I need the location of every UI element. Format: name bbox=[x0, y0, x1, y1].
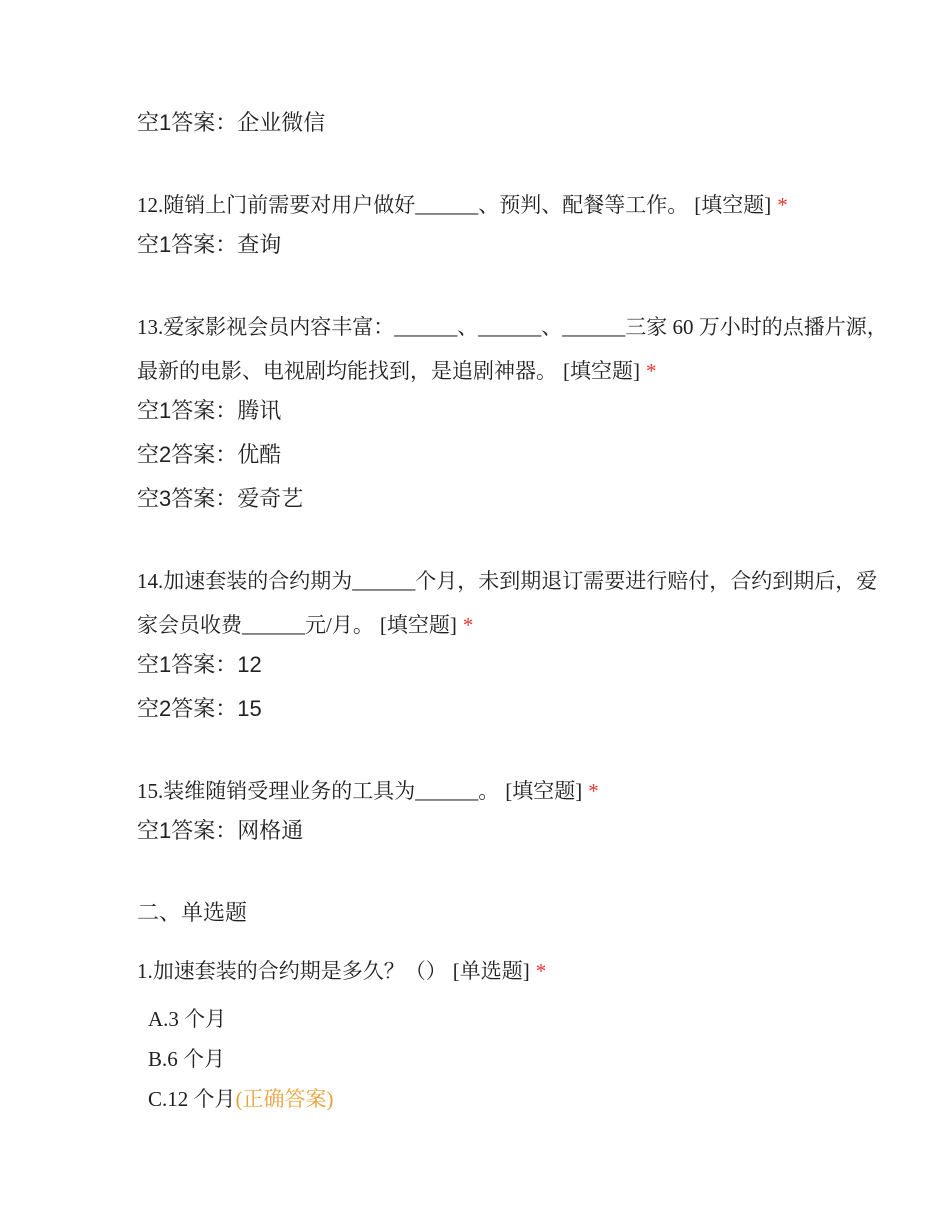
required-asterisk: * bbox=[646, 359, 657, 383]
question-type-tag: [填空题] bbox=[505, 779, 583, 803]
answer-line: 空1答案：网格通 bbox=[137, 818, 304, 843]
answer-line: 空1答案：12 bbox=[137, 652, 262, 677]
question-text: 12.随销上门前需要对用户做好______、预判、配餐等工作。 [填空题] * bbox=[137, 193, 788, 217]
question-type-tag: [填空题] bbox=[694, 193, 772, 217]
answer-line: 空1答案：查询 bbox=[137, 232, 282, 257]
option-row: B.6 个月 bbox=[148, 1047, 226, 1071]
question-text: 家会员收费______元/月。 [填空题] * bbox=[137, 613, 474, 637]
question-block bbox=[137, 769, 860, 853]
question-text: 1.加速套装的合约期是多久？（） [单选题] * bbox=[137, 959, 547, 983]
answer-line: 空2答案：15 bbox=[137, 696, 262, 721]
choice-question-list bbox=[137, 949, 860, 1119]
required-asterisk: * bbox=[777, 193, 788, 217]
option-row: A.3 个月 bbox=[148, 1007, 227, 1031]
correct-answer-note: (正确答案) bbox=[235, 1087, 334, 1111]
answer-line: 空3答案：爱奇艺 bbox=[137, 486, 304, 511]
required-asterisk: * bbox=[588, 779, 599, 803]
section-title: 二、单选题 bbox=[137, 900, 248, 925]
required-asterisk: * bbox=[535, 959, 547, 983]
question-block bbox=[137, 305, 888, 521]
fill-question-list bbox=[137, 183, 888, 853]
question-text: 15.装维随销受理业务的工具为______。 [填空题] * bbox=[137, 779, 599, 803]
question-type-tag: [单选题] bbox=[452, 959, 530, 983]
option-row: C.12 个月(正确答案) bbox=[148, 1087, 334, 1111]
required-asterisk: * bbox=[462, 613, 474, 637]
answer-group bbox=[137, 223, 860, 267]
question-type-tag: [填空题] bbox=[563, 359, 640, 383]
answer-line: 空1答案：腾讯 bbox=[137, 398, 282, 423]
question-type-tag: [填空题] bbox=[379, 613, 457, 637]
question-text: 14.加速套装的合约期为______个月，未到期退订需要进行赔付，合约到期后，爱 bbox=[137, 569, 878, 593]
question-block bbox=[137, 183, 860, 267]
answer-group bbox=[137, 809, 860, 853]
question-block bbox=[137, 559, 878, 731]
option-group bbox=[137, 999, 860, 1119]
question-block bbox=[137, 949, 860, 1119]
answer-line: 空2答案：优酷 bbox=[137, 442, 282, 467]
answer-line: 空1答案：企业微信 bbox=[137, 110, 326, 135]
answer-group bbox=[137, 389, 860, 521]
answer-group bbox=[137, 643, 860, 731]
question-text: 13.爱家影视会员内容丰富：______、______、______三家 60 万小时的点播片源， bbox=[137, 315, 888, 339]
question-text: 最新的电影、电视剧均能找到，是追剧神器。 [填空题] * bbox=[137, 359, 657, 383]
leading-answer-group bbox=[137, 101, 860, 145]
